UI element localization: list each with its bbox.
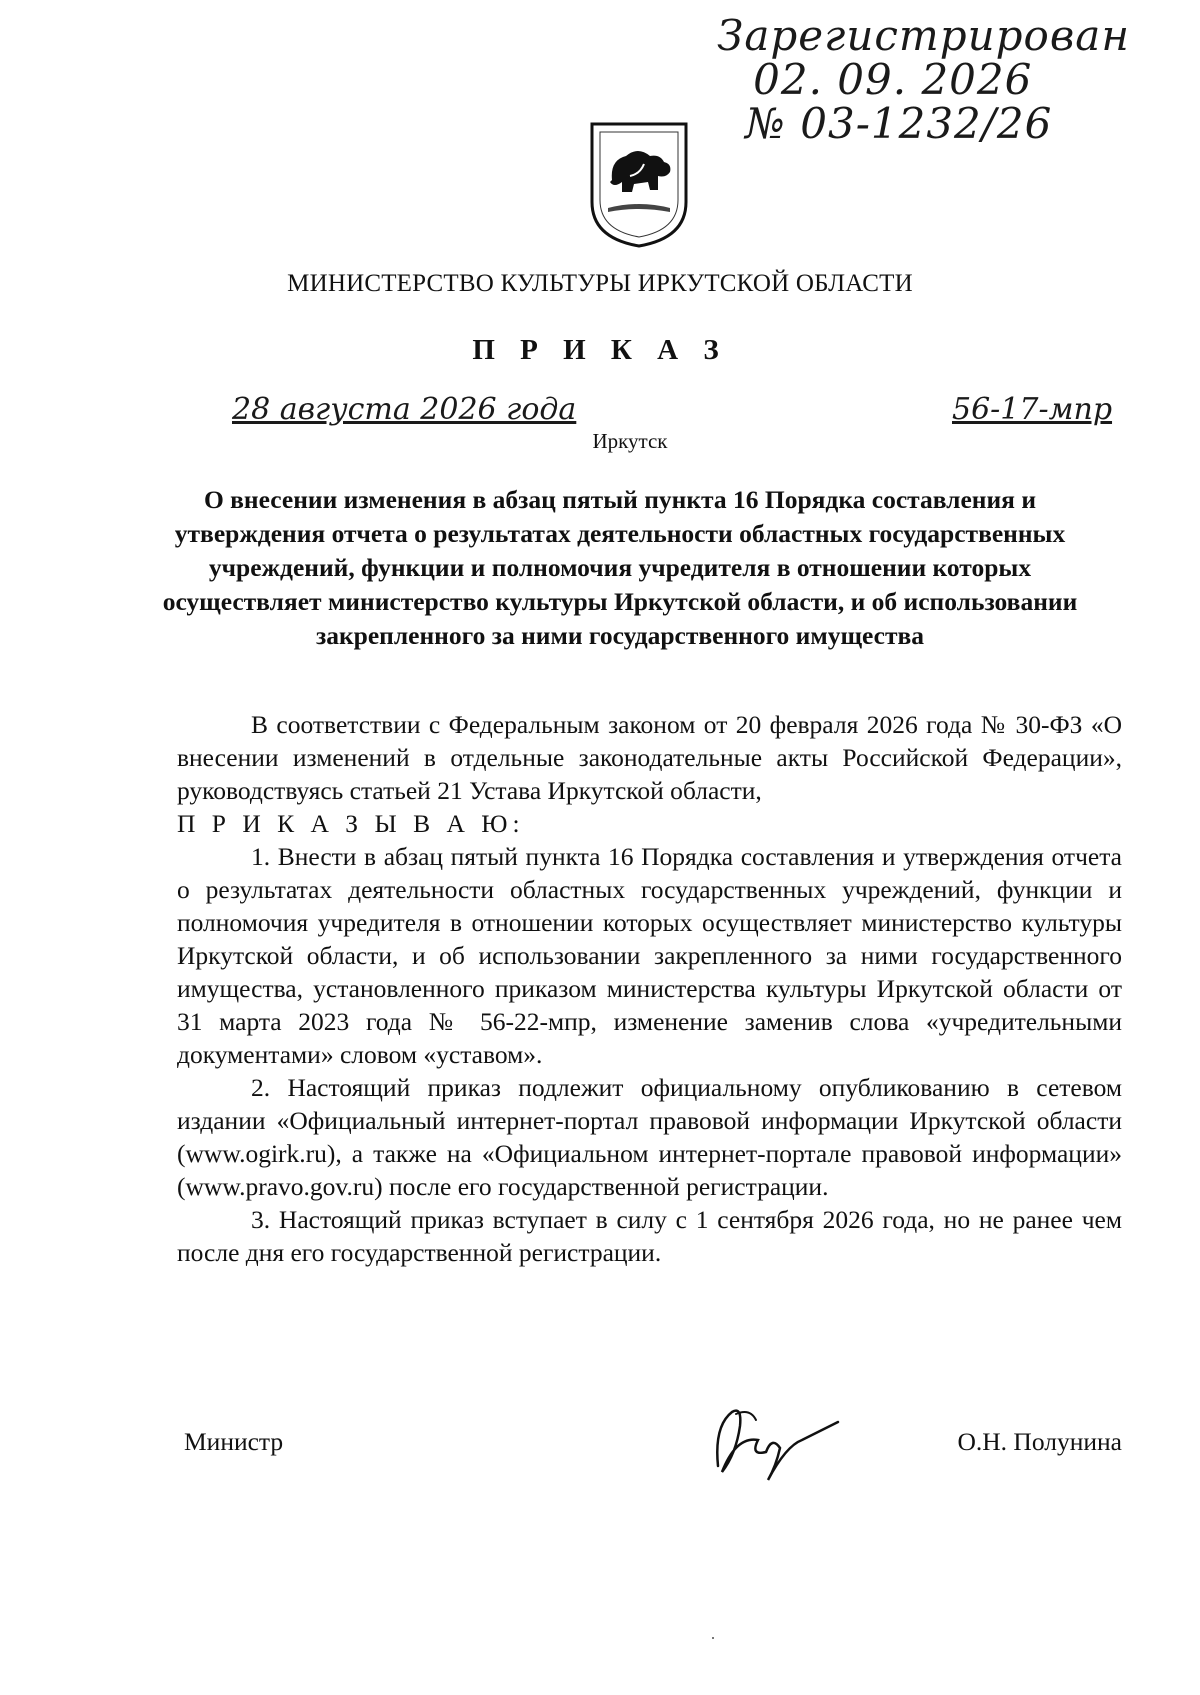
signatory-position: Министр	[184, 1427, 284, 1456]
coat-of-arms-icon	[586, 116, 692, 250]
registration-stamp	[717, 11, 1130, 148]
item-1-paragraph: 1. Внести в абзац пятый пункта 16 Порядка составления и утверждения отчета о результатах деятельности областных государственных учреждений, функции и полномочия учредителя в отношении которых осуществляет министерство культуры Иркутской области, и об использовании закрепленного за ними государственного имущества, установленного приказом министерства культуры Иркутской области от 31 марта 2023 года № 56-22-мпр, изменение заменив слова «учредительными документами» словом «уставом».	[177, 842, 1122, 1069]
registration-date: 02. 09. 2026	[753, 55, 1033, 104]
item-3-paragraph: 3. Настоящий приказ вступает в силу с 1 сентября 2026 года, но не ранее чем после дня его государственной регистрации.	[177, 1205, 1122, 1267]
registration-number: № 03-1232/26	[745, 99, 1053, 148]
registration-label: Зарегистрирован	[717, 11, 1130, 60]
handwritten-signature-icon	[706, 1396, 856, 1486]
preamble-paragraph: В соответствии с Федеральным законом от 20 февраля 2026 года № 30-ФЗ «О внесении изменений в отдельные законодательные акты Российской Федерации», руководствуясь статьей 21 Устава Иркутской области,	[177, 710, 1122, 805]
item-2-paragraph: 2. Настоящий приказ подлежит официальному опубликованию в сетевом издании «Официальный интернет-портал правовой информации Иркутской области (www.ogirk.ru), а также на «Официальном интернет-портале правовой информации» (www.pravo.gov.ru) после его государственной регистрации.	[177, 1073, 1122, 1201]
city-name: Иркутск	[592, 429, 668, 453]
handwritten-date: 28 августа 2026 года	[232, 392, 577, 427]
document-title: П Р И К А З	[472, 334, 728, 366]
handwritten-number: 56-17-мпр	[952, 392, 1113, 427]
ministry-name: МИНИСТЕРСТВО КУЛЬТУРЫ ИРКУТСКОЙ ОБЛАСТИ	[287, 270, 913, 297]
document-body	[177, 708, 1122, 1269]
document-heading: О внесении изменения в абзац пятый пункта 16 Порядка составления и утверждения отчета о результатах деятельности областных государственных учреждений, функции и полномочия учредителя в отношении которых осуществляет министерство культуры Иркутской области, и об использовании закрепленного за ними государственного имущества	[162, 485, 1078, 650]
signatory-name: О.Н. Полунина	[957, 1427, 1122, 1456]
scan-speck	[712, 1637, 714, 1639]
decree-word: П Р И К А З Ы В А Ю:	[177, 809, 525, 838]
